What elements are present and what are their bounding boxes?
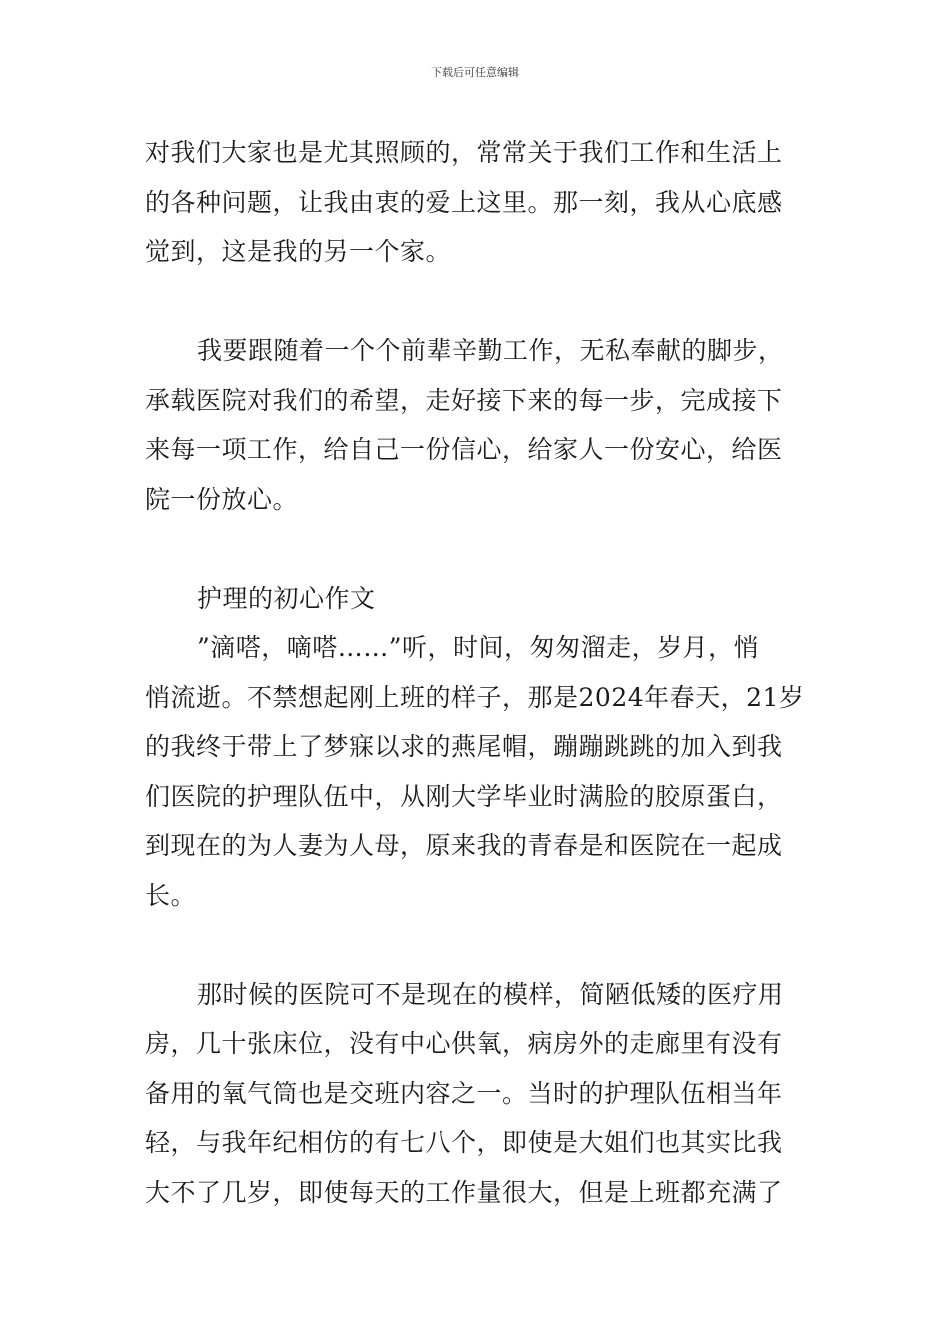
text-line: 大不了几岁，即使每天的工作量很大，但是上班都充满了: [145, 1177, 783, 1207]
text-line: ”滴嗒，嘀嗒……”听，时间，匆匆溜走，岁月，悄: [197, 633, 760, 662]
paragraph-gap: [145, 920, 810, 970]
paragraph-gap: [145, 277, 810, 327]
text-line: 们医院的护理队伍中，从刚大学毕业时满脸的胶原蛋白，: [145, 781, 783, 811]
text-line: 到现在的为人妻为人母，原来我的青春是和医院在一起成: [145, 831, 783, 860]
text-line: 那时候的医院可不是现在的模样，简陋低矮的医疗用: [197, 979, 784, 1009]
text-line: 的我终于带上了梦寐以求的燕尾帽，蹦蹦跳跳的加入到我: [145, 732, 783, 761]
text-line: 长。: [145, 880, 197, 910]
text-line: 对我们大家也是尤其照顾的，常常关于我们工作和生活上: [145, 138, 783, 167]
paragraph: [145, 970, 810, 1218]
text-line: 承载医院对我们的希望，走好接下来的每一步，完成接下: [145, 385, 783, 415]
text-line: 来每一项工作，给自己一份信心，给家人一份安心，给医: [145, 435, 783, 464]
paragraph: [145, 326, 810, 524]
page-header: 下载后可任意编辑: [431, 66, 519, 79]
text-line: 房，几十张床位，没有中心供氧，病房外的走廊里有没有: [145, 1029, 783, 1058]
paragraph-gap: [145, 524, 810, 574]
text-line: 院一份放心。: [145, 484, 299, 514]
text-line: 觉到，这是我的另一个家。: [145, 237, 452, 266]
section-title: 护理的初心作文: [197, 583, 376, 613]
text-line: 悄流逝。不禁想起刚上班的样子，那是2024年春天，21岁: [145, 682, 805, 712]
text-line: 轻，与我年纪相仿的有七八个，即使是大姐们也其实比我: [145, 1128, 783, 1157]
document-body: [145, 128, 810, 1217]
text-line: 的各种问题，让我由衷的爱上这里。那一刻，我从心底感: [145, 187, 783, 217]
paragraph: [145, 128, 810, 277]
text-line: 备用的氧气筒也是交班内容之一。当时的护理队伍相当年: [145, 1078, 783, 1108]
paragraph: [145, 623, 810, 920]
text-line: 我要跟随着一个个前辈辛勤工作，无私奉献的脚步，: [197, 336, 784, 365]
